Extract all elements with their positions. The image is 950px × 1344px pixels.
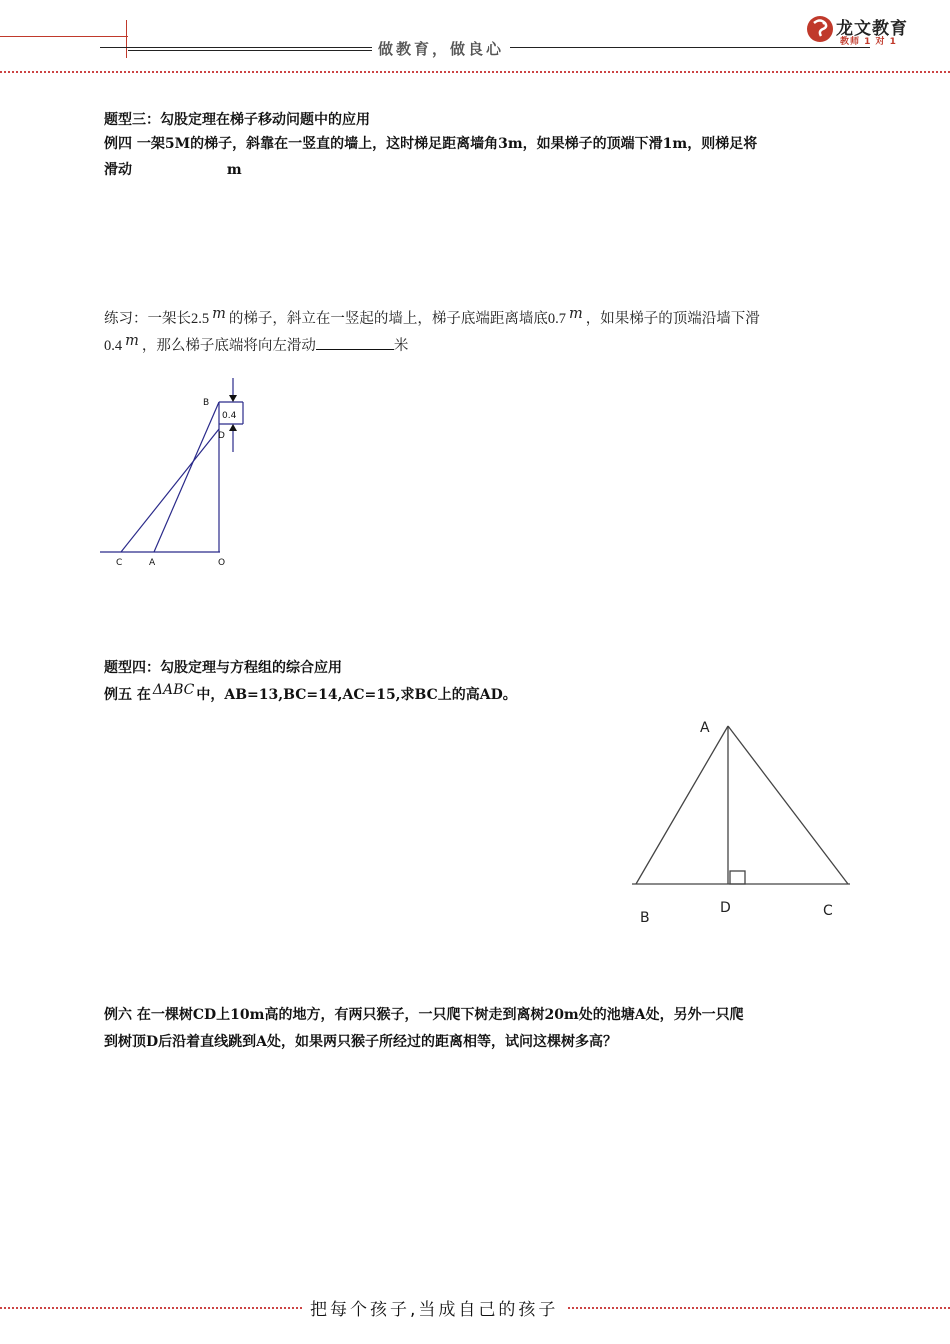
practice-text-e: ，那么梯子底端将向左滑动 (141, 338, 316, 354)
tri-label-A: A (700, 720, 710, 736)
example-5-triangle: ΔABC (152, 682, 195, 698)
practice-text-b: 的梯子，斜立在一竖起的墙上，梯子底端距离墙底0.7 (228, 311, 566, 327)
practice-text-d: 0.4 (104, 338, 123, 354)
header-slogan: 做教育，做良心 (372, 38, 510, 59)
section-3-heading: 题型三：勾股定理在梯子移动问题中的应用 (104, 112, 370, 128)
example-4-slide-label: 滑动 (104, 162, 132, 178)
label-C: C (116, 558, 123, 568)
tri-label-C: C (823, 903, 833, 919)
practice-line-2 (104, 335, 408, 356)
ladder-figure (96, 372, 256, 572)
header-black-line-2 (128, 50, 376, 51)
arrow-up-head (229, 424, 237, 431)
header-dotted-divider (0, 71, 950, 73)
brand-logo (806, 12, 916, 46)
label-seg: 0.4 (222, 411, 237, 421)
section-4-heading: 题型四：勾股定理与方程组的综合应用 (104, 660, 342, 676)
practice-text-f: 米 (393, 338, 409, 354)
logo-subtitle: 教师 1 对 1 (840, 37, 897, 47)
tri-label-B: B (640, 910, 650, 926)
ladder-original (154, 402, 219, 552)
example-5-prefix: 例五 在 (104, 687, 151, 703)
practice-unit-m3: m (125, 333, 139, 349)
example-4-unit: m (226, 162, 242, 178)
practice-line-1 (104, 306, 760, 329)
side-AB (636, 726, 728, 884)
practice-text-c: ，如果梯子的顶端沿墙下滑 (585, 311, 760, 327)
logo-name: 龙文教育 (836, 19, 908, 39)
dragon-logo-icon (806, 14, 834, 44)
header-red-tick (126, 20, 127, 58)
example-6-line-2: 到树顶D后沿着直线跳到A处，如果两只猴子所经过的距离相等，试问这棵树多高？ (104, 1034, 618, 1050)
practice-text-a: 练习：一架长2.5 (104, 311, 210, 327)
example-6-line-1: 例六 在一棵树CD上10m高的地方，有两只猴子，一只爬下树走到离树20m处的池塘A处，另外一只爬 (104, 1007, 744, 1023)
label-A: A (149, 558, 156, 568)
practice-unit-m1: m (212, 306, 226, 322)
example-4-line-2 (104, 160, 242, 180)
example-5-text: 中，AB=13,BC=14,AC=15,求BC上的高AD。 (196, 687, 517, 703)
example-4-line-1: 例四 一架5M的梯子，斜靠在一竖直的墙上，这时梯足距离墙角3m，如果梯子的顶端下滑1m，则梯足将 (104, 136, 758, 152)
right-angle-mark (730, 871, 745, 884)
label-D: D (218, 431, 225, 441)
header-red-line-left (0, 36, 128, 37)
triangle-figure (620, 712, 870, 932)
ladder-slid (121, 429, 219, 552)
label-O: O (218, 558, 226, 568)
tri-label-D: D (720, 900, 731, 916)
arrow-down-head (229, 395, 237, 402)
footer-slogan: 把每个孩子,当成自己的孩子 (302, 1295, 566, 1320)
practice-answer-blank[interactable] (316, 335, 394, 350)
label-B: B (203, 398, 210, 408)
side-AC (728, 726, 848, 884)
example-5-line (104, 682, 517, 705)
practice-unit-m2: m (569, 306, 583, 322)
